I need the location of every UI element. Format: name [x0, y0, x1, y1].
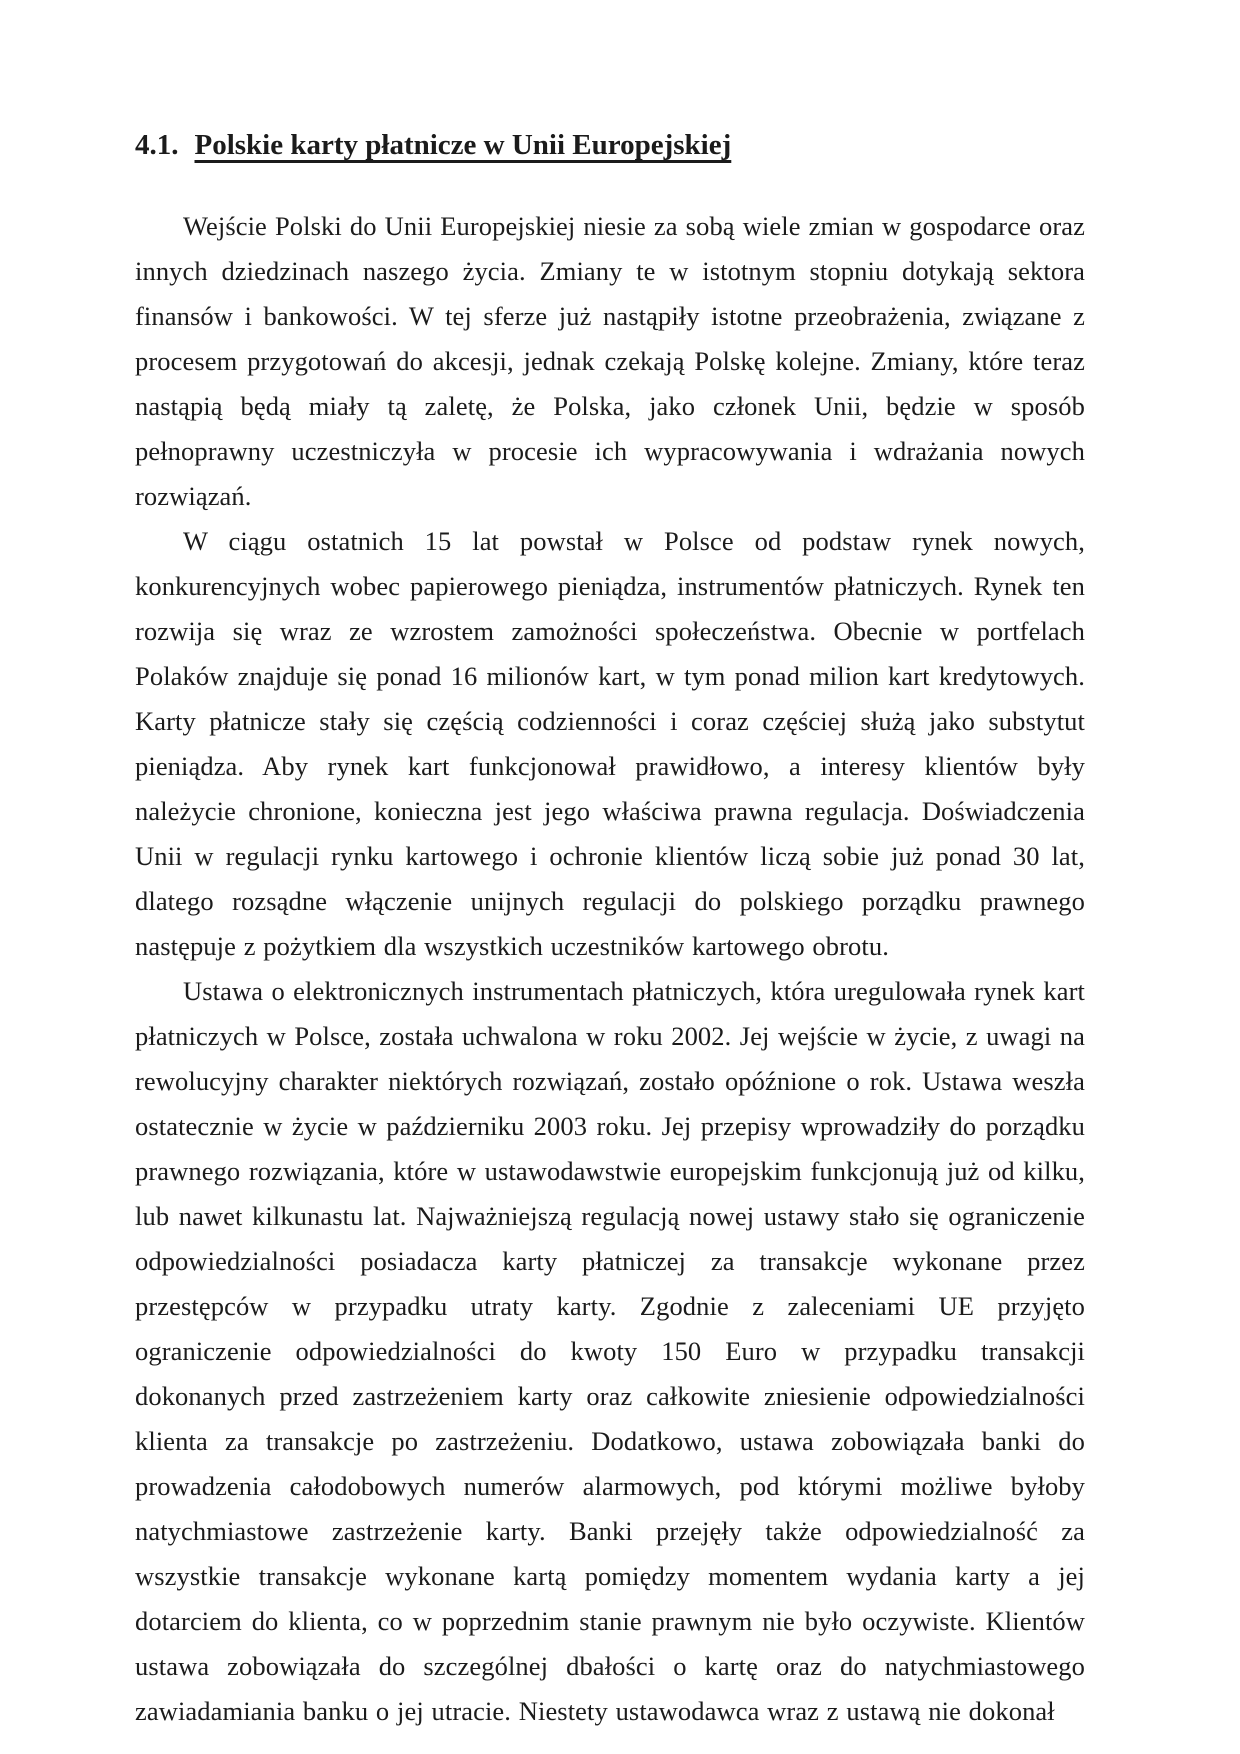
- paragraph-law-2002: Ustawa o elektronicznych instrumentach płatniczych, która uregulowała rynek kart płatniczych w Polsce, została uchwalona w roku 2002. Jej wejście w życie, z uwagi na rewolucyjny charakter niektórych rozwiązań, zostało opóźnione o rok. Ustawa weszła ostatecznie w życie w październiku 2003 roku. Jej przepisy wprowadziły do porządku prawnego rozwiązania, które w ustawodawstwie europejskim funkcjonują już od kilku, lub nawet kilkunastu lat. Najważniejszą regulacją nowej ustawy stało się ograniczenie odpowiedzialności posiadacza karty płatniczej za transakcje wykonane przez przestępców w przypadku utraty karty. Zgodnie z zaleceniami UE przyjęto ograniczenie odpowiedzialności do kwoty 150 Euro w przypadku transakcji dokonanych przed zastrzeżeniem karty oraz całkowite zniesienie odpowiedzialności klienta za transakcje po zastrzeżeniu. Dodatkowo, ustawa zobowiązała banki do prowadzenia całodobowych numerów alarmowych, pod którymi możliwe byłoby natychmiastowe zastrzeżenie karty. Banki przejęły także odpowiedzialność za wszystkie transakcje wykonane kartą pomiędzy momentem wydania karty a jej dotarciem do klienta, co w poprzednim stanie prawnym nie było oczywiste. Klientów ustawa zobowiązała do szczególnej dbałości o kartę oraz do natychmiastowego zawiadamiania banku o jej utracie. Niestety ustawodawca wraz z ustawą nie dokonał: [135, 976, 1085, 1726]
- paragraph-market-growth: W ciągu ostatnich 15 lat powstał w Polsce od podstaw rynek nowych, konkurencyjnych wobec papierowego pieniądza, instrumentów płatniczych. Rynek ten rozwija się wraz ze wzrostem zamożności społeczeństwa. Obecnie w portfelach Polaków znajduje się ponad 16 milionów kart, w tym ponad milion kart kredytowych. Karty płatnicze stały się częścią codzienności i coraz częściej służą jako substytut pieniądza. Aby rynek kart funkcjonował prawidłowo, a interesy klientów były należycie chronione, konieczna jest jego właściwa prawna regulacja. Doświadczenia Unii w regulacji rynku kartowego i ochronie klientów liczą sobie już ponad 30 lat, dlatego rozsądne włączenie unijnych regulacji do polskiego porządku prawnego następuje z pożytkiem dla wszystkich uczestników kartowego obrotu.: [135, 526, 1085, 961]
- paragraph-intro: Wejście Polski do Unii Europejskiej niesie za sobą wiele zmian w gospodarce oraz innych dziedzinach naszego życia. Zmiany te w istotnym stopniu dotykają sektora finansów i bankowości. W tej sferze już nastąpiły istotne przeobrażenia, związane z procesem przygotowań do akcesji, jednak czekają Polskę kolejne. Zmiany, które teraz nastąpią będą miały tą zaletę, że Polska, jako członek Unii, będzie w sposób pełnoprawny uczestniczyła w procesie ich wypracowywania i wdrażania nowych rozwiązań.: [135, 211, 1085, 511]
- section-heading: [135, 122, 1085, 168]
- section-title: Polskie karty płatnicze w Unii Europejskiej: [194, 129, 732, 161]
- section-number: 4.1.: [135, 129, 179, 161]
